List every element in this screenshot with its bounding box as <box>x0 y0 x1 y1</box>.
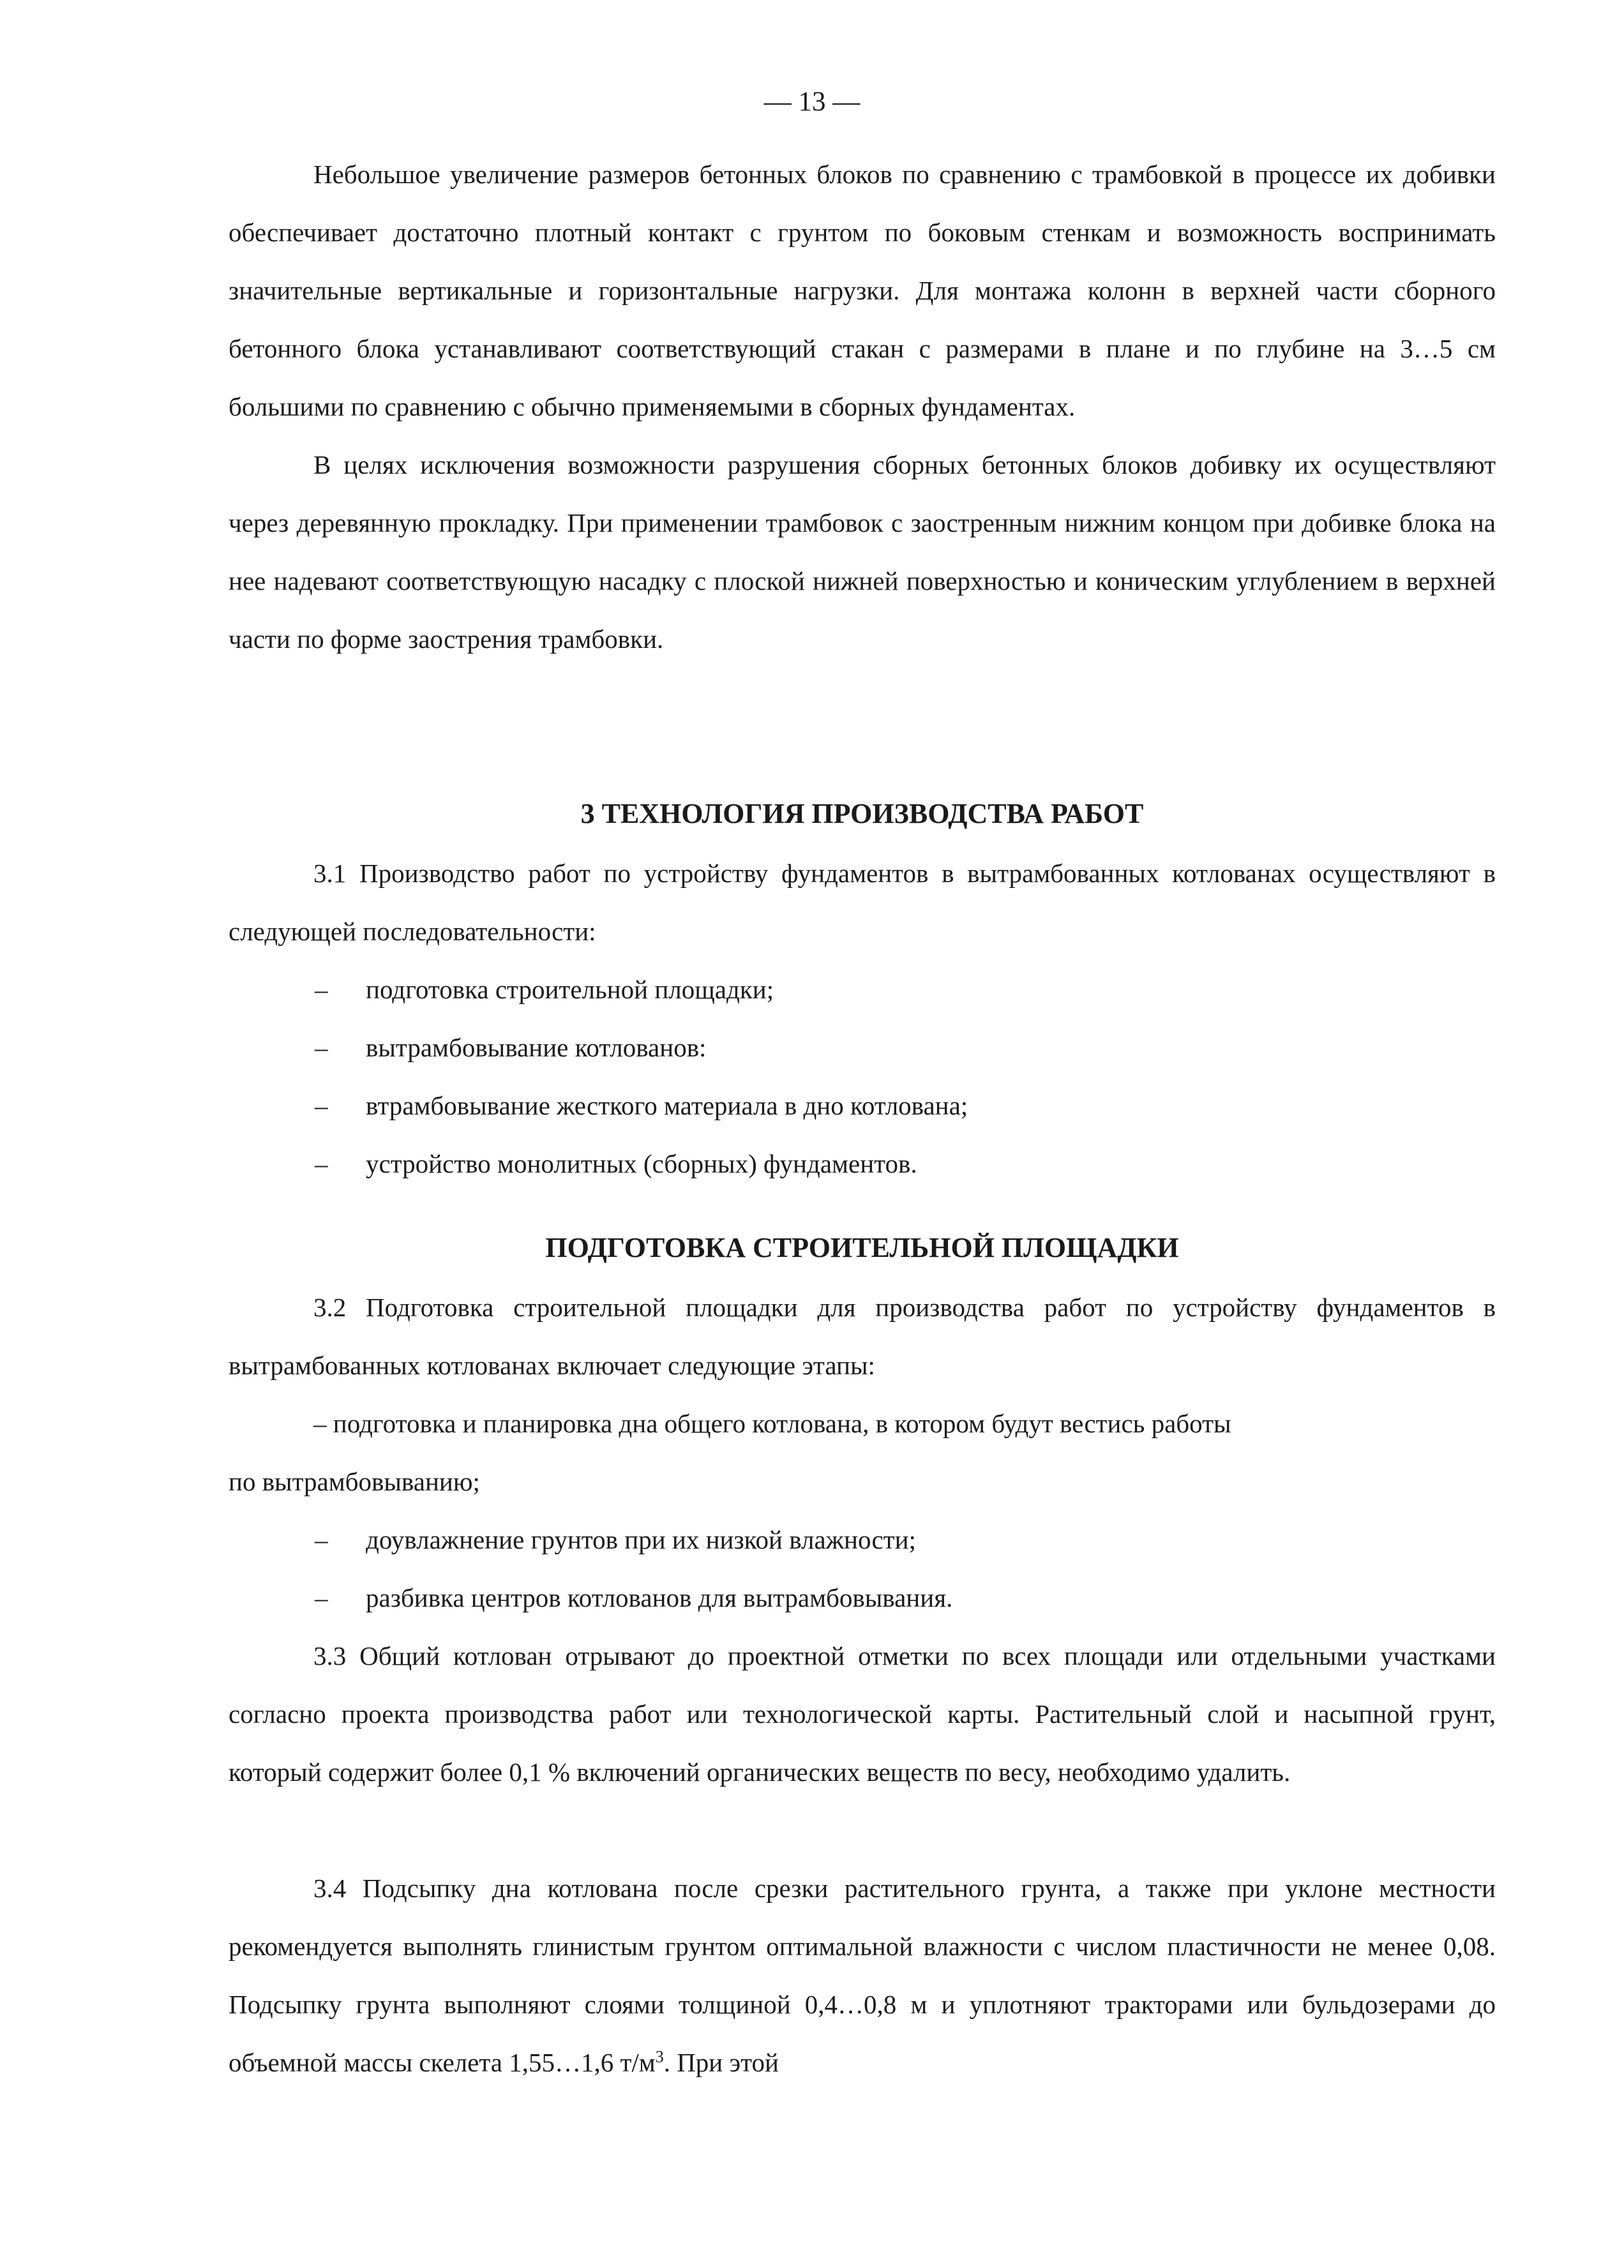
list-item <box>315 1019 1496 1077</box>
list-dash: – <box>315 975 328 1004</box>
intro-text <box>229 146 1496 668</box>
list-dash: – <box>315 1583 328 1612</box>
section-3-3-text <box>229 1627 1496 1801</box>
section-heading: ПОДГОТОВКА СТРОИТЕЛЬНОЙ ПЛОЩАДКИ <box>545 1232 1179 1263</box>
list-item-text: вытрамбовывание котлованов: <box>366 1033 707 1062</box>
paragraph-3-4-main: 3.4 Подсыпку дна котлована после срезки растительного грунта, а также при уклоне местности рекомендуется выполнять глинистым грунтом оптимальной влажности с числом пластичности не менее 0,08. Подсыпку грунта выполняют слоями толщиной 0,4…0,8 м и уплотняют тракторами или бульдозерами до объемной массы скелета 1,55…1,6 т/м <box>229 1874 1496 2077</box>
paragraph-3-1: 3.1 Производство работ по устройству фундаментов в вытрамбованных котлованах осуществляют в следующей последовательности: <box>229 859 1496 946</box>
paragraph-3-4 <box>229 1859 1496 2092</box>
section-3-4-text <box>229 1859 1496 2092</box>
paragraph-3-3: 3.3 Общий котлован отрывают до проектной отметки по всех площади или отдельными участками согласно проекта производства работ или технологической карты. Растительный слой и насыпной грунт, который содержит более 0,1 % включений органических веществ по весу, необходимо удалить. <box>229 1641 1496 1787</box>
list-item-text: разбивка центров котлованов для вытрамбовывания. <box>366 1583 953 1612</box>
site-prep-first-item <box>229 1395 1496 1511</box>
list-item-text: втрамбовывание жесткого материала в дно котлована; <box>366 1091 968 1120</box>
list-item <box>315 961 1496 1019</box>
list-item-line: – подготовка и планировка дна общего котлована, в котором будут вестись работы <box>313 1409 1231 1438</box>
section-3-2-text <box>229 1279 1496 1395</box>
paragraph: В целях исключения возможности разрушения сборных бетонных блоков добивку их осуществляют через деревянную прокладку. При применении трамбовок с заостренным нижним концом при добивке блока на нее надевают соответствующую насадку с плоской нижней поверхностью и коническим углублением в верхней части по форме заострения трамбовки. <box>229 450 1496 654</box>
section-heading: 3 ТЕХНОЛОГИЯ ПРОИЗВОДСТВА РАБОТ <box>580 798 1144 829</box>
section-3-1-text <box>229 845 1496 961</box>
work-sequence-list <box>315 961 1496 1193</box>
paragraph-3-2: 3.2 Подготовка строительной площадки для производства работ по устройству фундаментов в вытрамбованных котлованах включает следующие этапы: <box>229 1293 1496 1380</box>
list-dash: – <box>315 1033 328 1062</box>
list-item <box>315 1511 1496 1569</box>
list-item <box>315 1077 1496 1135</box>
list-item-text: доувлажнение грунтов при их низкой влажности; <box>366 1525 916 1554</box>
superscript: 3 <box>655 2047 664 2066</box>
list-item <box>315 1135 1496 1193</box>
paragraph: Небольшое увеличение размеров бетонных блоков по сравнению с трамбовкой в процессе их добивки обеспечивает достаточно плотный контакт с грунтом по боковым стенкам и возможность воспринимать значительные вертикальные и горизонтальные нагрузки. Для монтажа колонн в верхней части сборного бетонного блока устанавливают соответствующий стакан с размерами в плане и по глубине на 3…5 см большими по сравнению с обычно применяемыми в сборных фундаментах. <box>229 160 1496 421</box>
list-item-text: подготовка строительной площадки; <box>366 975 774 1004</box>
list-item-text: устройство монолитных (сборных) фундаментов. <box>366 1149 917 1178</box>
list-dash: – <box>315 1525 328 1554</box>
list-item-line: по вытрамбовыванию; <box>229 1467 480 1496</box>
list-dash: – <box>315 1149 328 1178</box>
list-dash: – <box>315 1091 328 1120</box>
paragraph-3-4-end: . При этой <box>663 2048 779 2077</box>
list-item <box>315 1569 1496 1627</box>
site-prep-list <box>315 1511 1496 1627</box>
page-number: — 13 — <box>763 87 861 117</box>
